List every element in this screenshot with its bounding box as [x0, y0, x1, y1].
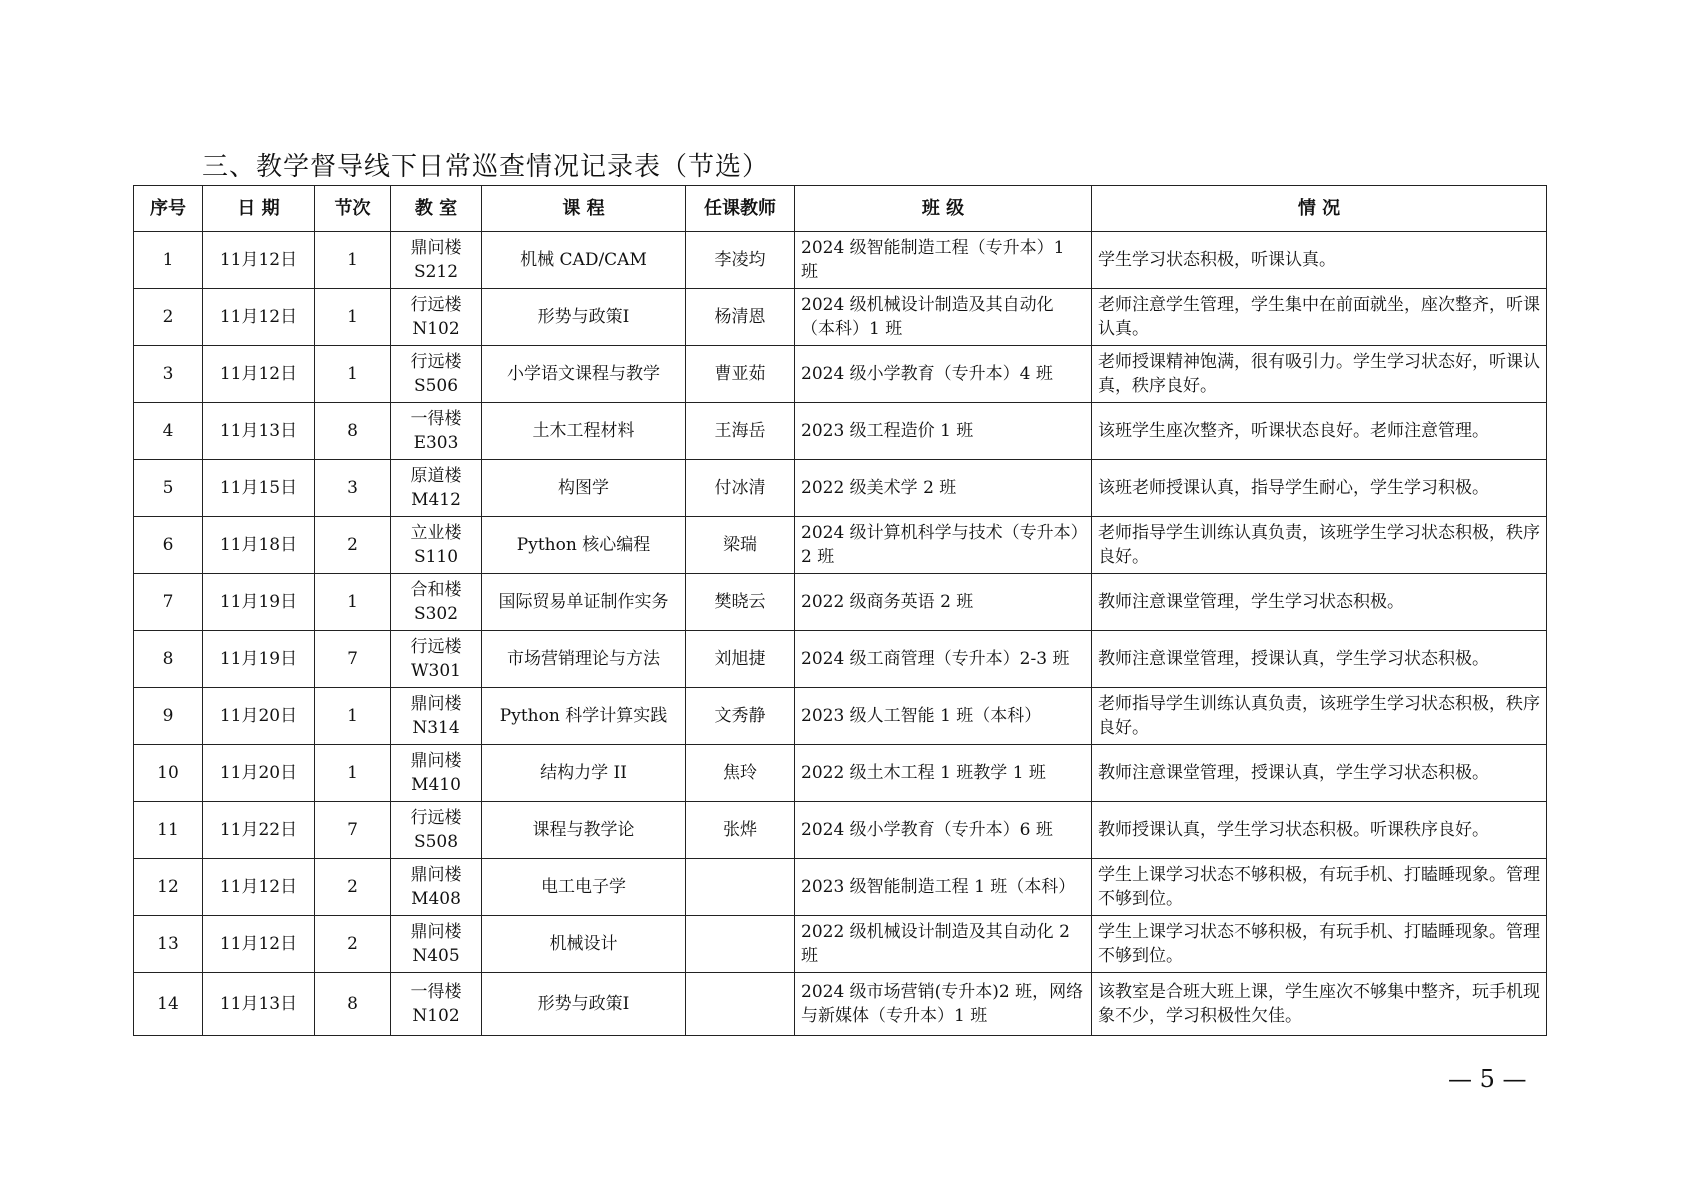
cell-no: 12 [134, 859, 203, 916]
cell-room [391, 802, 482, 859]
cell-situation: 学生上课学习状态不够积极，有玩手机、打瞌睡现象。管理不够到位。 [1092, 859, 1547, 916]
cell-teacher: 杨清恩 [686, 289, 795, 346]
room-number: S302 [413, 604, 459, 624]
cell-course: 形势与政策Ⅰ [482, 289, 686, 346]
room-number: E303 [413, 433, 459, 453]
header-period: 节次 [315, 186, 391, 232]
cell-teacher: 樊晓云 [686, 574, 795, 631]
cell-situation: 该班老师授课认真，指导学生耐心，学生学习积极。 [1092, 460, 1547, 517]
cell-situation: 教师注意课堂管理，学生学习状态积极。 [1092, 574, 1547, 631]
cell-class: 2023 级工程造价 1 班 [795, 403, 1092, 460]
cell-course: 机械设计 [482, 916, 686, 973]
cell-course: 土木工程材料 [482, 403, 686, 460]
cell-date: 11月19日 [203, 631, 315, 688]
cell-course: 课程与教学论 [482, 802, 686, 859]
cell-course: 市场营销理论与方法 [482, 631, 686, 688]
cell-no: 6 [134, 517, 203, 574]
table-row [134, 460, 1547, 517]
table-row [134, 916, 1547, 973]
cell-room [391, 859, 482, 916]
room-number: S212 [413, 262, 459, 282]
cell-no: 9 [134, 688, 203, 745]
cell-course: 小学语文课程与教学 [482, 346, 686, 403]
room-building: 立业楼 [410, 523, 462, 543]
inspection-record-table [133, 185, 1547, 1036]
cell-room [391, 916, 482, 973]
room-building: 行远楼 [410, 295, 462, 315]
table-row [134, 403, 1547, 460]
header-course: 课 程 [482, 186, 686, 232]
cell-situation: 教师授课认真，学生学习状态积极。听课秩序良好。 [1092, 802, 1547, 859]
room-building: 原道楼 [410, 466, 462, 486]
table-header-row [134, 186, 1547, 232]
header-room: 教 室 [391, 186, 482, 232]
cell-period: 1 [315, 232, 391, 289]
cell-class: 2022 级美术学 2 班 [795, 460, 1092, 517]
cell-course: Python 核心编程 [482, 517, 686, 574]
cell-date: 11月12日 [203, 916, 315, 973]
cell-no: 10 [134, 745, 203, 802]
header-no: 序号 [134, 186, 203, 232]
cell-period: 1 [315, 745, 391, 802]
cell-class: 2024 级机械设计制造及其自动化（本科）1 班 [795, 289, 1092, 346]
cell-situation: 老师注意学生管理，学生集中在前面就坐，座次整齐，听课认真。 [1092, 289, 1547, 346]
room-building: 鼎问楼 [410, 865, 462, 885]
cell-situation: 学生上课学习状态不够积极，有玩手机、打瞌睡现象。管理不够到位。 [1092, 916, 1547, 973]
cell-teacher: 付冰清 [686, 460, 795, 517]
cell-class: 2024 级小学教育（专升本）6 班 [795, 802, 1092, 859]
cell-room [391, 574, 482, 631]
cell-teacher: 张烨 [686, 802, 795, 859]
cell-teacher [686, 916, 795, 973]
cell-situation: 该班学生座次整齐，听课状态良好。老师注意管理。 [1092, 403, 1547, 460]
cell-no: 5 [134, 460, 203, 517]
room-building: 鼎问楼 [410, 694, 462, 714]
cell-period: 2 [315, 517, 391, 574]
cell-class: 2024 级计算机科学与技术（专升本）2 班 [795, 517, 1092, 574]
cell-period: 2 [315, 916, 391, 973]
cell-class: 2024 级智能制造工程（专升本）1 班 [795, 232, 1092, 289]
room-building: 鼎问楼 [410, 751, 462, 771]
cell-teacher: 王海岳 [686, 403, 795, 460]
room-number: S110 [413, 547, 459, 567]
cell-date: 11月12日 [203, 859, 315, 916]
cell-course: 构图学 [482, 460, 686, 517]
cell-date: 11月15日 [203, 460, 315, 517]
room-number: M412 [411, 490, 461, 510]
cell-teacher [686, 973, 795, 1036]
cell-no: 8 [134, 631, 203, 688]
cell-period: 8 [315, 403, 391, 460]
header-situation: 情 况 [1092, 186, 1547, 232]
cell-period: 7 [315, 802, 391, 859]
table-row [134, 631, 1547, 688]
cell-teacher: 李凌均 [686, 232, 795, 289]
table-row [134, 289, 1547, 346]
cell-period: 1 [315, 574, 391, 631]
room-number: N314 [412, 718, 460, 738]
room-number: M408 [411, 889, 461, 909]
cell-no: 14 [134, 973, 203, 1036]
cell-date: 11月22日 [203, 802, 315, 859]
room-number: N102 [412, 319, 460, 339]
cell-no: 7 [134, 574, 203, 631]
cell-teacher: 焦玲 [686, 745, 795, 802]
cell-course: 形势与政策Ⅰ [482, 973, 686, 1036]
header-date: 日 期 [203, 186, 315, 232]
cell-teacher [686, 859, 795, 916]
cell-date: 11月20日 [203, 745, 315, 802]
cell-class: 2023 级人工智能 1 班（本科） [795, 688, 1092, 745]
cell-course: 国际贸易单证制作实务 [482, 574, 686, 631]
cell-situation: 老师指导学生训练认真负责，该班学生学习状态积极，秩序良好。 [1092, 517, 1547, 574]
table-row [134, 745, 1547, 802]
room-building: 鼎问楼 [410, 922, 462, 942]
page-title: 三、教学督导线下日常巡查情况记录表（节选） [202, 152, 770, 182]
cell-room [391, 289, 482, 346]
cell-class: 2023 级智能制造工程 1 班（本科） [795, 859, 1092, 916]
cell-situation: 教师注意课堂管理，授课认真，学生学习状态积极。 [1092, 631, 1547, 688]
cell-room [391, 745, 482, 802]
cell-date: 11月20日 [203, 688, 315, 745]
cell-no: 3 [134, 346, 203, 403]
table-row [134, 574, 1547, 631]
room-number: S506 [413, 376, 459, 396]
cell-situation: 老师指导学生训练认真负责，该班学生学习状态积极，秩序良好。 [1092, 688, 1547, 745]
cell-course: 电工电子学 [482, 859, 686, 916]
room-building: 行远楼 [410, 637, 462, 657]
cell-teacher: 曹亚茹 [686, 346, 795, 403]
cell-course: 结构力学 II [482, 745, 686, 802]
cell-no: 13 [134, 916, 203, 973]
cell-date: 11月18日 [203, 517, 315, 574]
cell-no: 2 [134, 289, 203, 346]
cell-room [391, 973, 482, 1036]
cell-class: 2024 级小学教育（专升本）4 班 [795, 346, 1092, 403]
cell-course: 机械 CAD/CAM [482, 232, 686, 289]
cell-room [391, 631, 482, 688]
room-building: 鼎问楼 [410, 238, 462, 258]
cell-room [391, 460, 482, 517]
cell-teacher: 文秀静 [686, 688, 795, 745]
table-row [134, 859, 1547, 916]
cell-situation: 教师注意课堂管理，授课认真，学生学习状态积极。 [1092, 745, 1547, 802]
cell-date: 11月19日 [203, 574, 315, 631]
room-building: 合和楼 [410, 580, 462, 600]
header-teacher: 任课教师 [686, 186, 795, 232]
cell-period: 3 [315, 460, 391, 517]
cell-period: 2 [315, 859, 391, 916]
cell-class: 2022 级商务英语 2 班 [795, 574, 1092, 631]
cell-class: 2024 级市场营销(专升本)2 班，网络与新媒体（专升本）1 班 [795, 973, 1092, 1036]
table-row [134, 802, 1547, 859]
table-row [134, 232, 1547, 289]
table-row [134, 517, 1547, 574]
room-number: N102 [412, 1006, 460, 1026]
cell-date: 11月12日 [203, 346, 315, 403]
room-number: S508 [413, 832, 459, 852]
cell-situation: 老师授课精神饱满，很有吸引力。学生学习状态好，听课认真，秩序良好。 [1092, 346, 1547, 403]
cell-teacher: 刘旭捷 [686, 631, 795, 688]
room-building: 一得楼 [410, 982, 462, 1002]
room-number: N405 [412, 946, 460, 966]
cell-date: 11月12日 [203, 232, 315, 289]
cell-room [391, 517, 482, 574]
room-number: M410 [411, 775, 461, 795]
cell-no: 1 [134, 232, 203, 289]
cell-room [391, 403, 482, 460]
cell-period: 1 [315, 688, 391, 745]
cell-course: Python 科学计算实践 [482, 688, 686, 745]
table-row [134, 688, 1547, 745]
cell-situation: 该教室是合班大班上课，学生座次不够集中整齐，玩手机现象不少，学习积极性欠佳。 [1092, 973, 1547, 1036]
cell-date: 11月13日 [203, 973, 315, 1036]
cell-class: 2022 级土木工程 1 班教学 1 班 [795, 745, 1092, 802]
cell-class: 2022 级机械设计制造及其自动化 2 班 [795, 916, 1092, 973]
room-building: 行远楼 [410, 808, 462, 828]
cell-room [391, 346, 482, 403]
cell-period: 1 [315, 346, 391, 403]
room-building: 一得楼 [410, 409, 462, 429]
room-number: W301 [411, 661, 461, 681]
cell-period: 7 [315, 631, 391, 688]
table-row [134, 346, 1547, 403]
cell-no: 11 [134, 802, 203, 859]
room-building: 行远楼 [410, 352, 462, 372]
cell-period: 1 [315, 289, 391, 346]
cell-teacher: 梁瑞 [686, 517, 795, 574]
cell-date: 11月12日 [203, 289, 315, 346]
cell-class: 2024 级工商管理（专升本）2-3 班 [795, 631, 1092, 688]
table-row [134, 973, 1547, 1036]
cell-no: 4 [134, 403, 203, 460]
cell-room [391, 232, 482, 289]
cell-situation: 学生学习状态积极，听课认真。 [1092, 232, 1547, 289]
cell-period: 8 [315, 973, 391, 1036]
page-number: — 5 — [1448, 1065, 1527, 1093]
cell-date: 11月13日 [203, 403, 315, 460]
header-class: 班 级 [795, 186, 1092, 232]
cell-room [391, 688, 482, 745]
